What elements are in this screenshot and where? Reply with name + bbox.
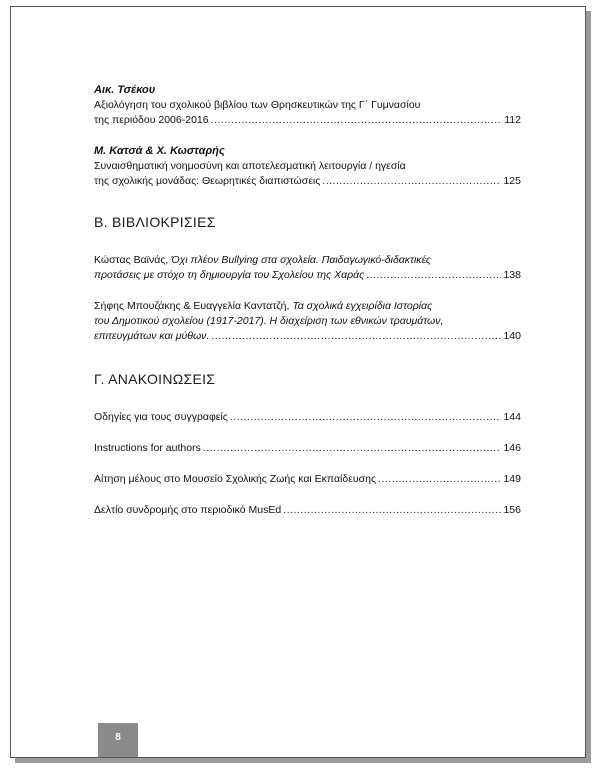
entry-title-line — [94, 410, 521, 425]
entry-title: της περιόδου 2006-2016 — [94, 114, 209, 126]
dot-leader — [366, 268, 501, 283]
dot-leader — [378, 472, 501, 487]
toc-entry — [94, 83, 521, 128]
entry-page-number: 140 — [503, 330, 521, 342]
entry-page-number: 149 — [503, 473, 521, 485]
entry-title-line — [94, 253, 521, 268]
entry-title: Αίτηση μέλους στο Μουσείο Σχολικής Ζωής και Εκπαίδευσης — [94, 473, 377, 485]
dot-leader — [230, 410, 502, 425]
entry-title-line — [94, 329, 521, 344]
document-page — [10, 6, 586, 758]
entry-title: προτάσεις με στόχο τη δημιουργία του Σχολείου της Χαράς — [94, 269, 365, 281]
entry-title-line — [94, 174, 521, 189]
entry-title: Αξιολόγηση του σχολικού βιβλίου των Θρησκευτικών της Γ΄ Γυμνασίου — [94, 99, 421, 111]
entry-title-line — [94, 159, 521, 174]
entry-title: του Δημοτικού σχολείου (1917-2017). Η διαχείριση των εθνικών τραυμάτων, — [94, 315, 444, 327]
entry-title: της σχολικής μονάδας: Θεωρητικές διαπιστώσεις — [94, 175, 321, 187]
entry-title-line — [94, 268, 521, 283]
entry-author: Αικ. Τσέκου — [94, 84, 156, 96]
entry-title-line — [94, 299, 521, 314]
page-number-badge — [98, 723, 138, 757]
section-heading-announcements: Γ. ΑΝΑΚΟΙΝΩΣΕΙΣ — [94, 371, 216, 387]
dot-leader — [283, 503, 501, 518]
entry-title: Τα σχολικά εγχειρίδια Ιστορίας — [292, 300, 433, 312]
entry-title: Instructions for authors — [94, 442, 201, 454]
entry-title: Συναισθηματική νοημοσύνη και αποτελεσματική λειτουργία / ηγεσία — [94, 160, 406, 172]
entry-title-line — [94, 503, 521, 518]
entry-title-line — [94, 98, 521, 113]
entry-title: επιτευγμάτων και μύθων. — [94, 330, 210, 342]
dot-leader — [322, 174, 501, 189]
toc-entry — [94, 144, 521, 189]
toc-entry — [94, 410, 521, 425]
entry-author: Κώστας Βαϊνάς, — [94, 254, 172, 266]
toc-entry — [94, 503, 521, 518]
dot-leader — [211, 329, 501, 344]
entry-page-number: 146 — [503, 442, 521, 454]
section-heading-book-reviews: Β. ΒΙΒΛΙΟΚΡΙΣΙΕΣ — [94, 214, 216, 230]
entry-page-number: 144 — [503, 411, 521, 423]
toc-entry — [94, 253, 521, 283]
toc-entry — [94, 441, 521, 456]
entry-author: Μ. Κατσά & Χ. Κωσταρής — [94, 145, 225, 157]
toc-entry — [94, 299, 521, 344]
entry-author: Σήφης Μπουζάκης & Ευαγγελία Καντατζή, — [94, 300, 293, 312]
entry-title-line — [94, 441, 521, 456]
page-number: 8 — [115, 732, 121, 743]
entry-page-number: 156 — [503, 504, 521, 516]
entry-title: Δελτίο συνδρομής στο περιοδικό MusEd — [94, 504, 282, 516]
entry-page-number: 125 — [503, 175, 521, 187]
toc-entry — [94, 472, 521, 487]
table-of-contents — [94, 83, 521, 534]
dot-leader — [203, 441, 502, 456]
entry-title: Οδηγίες για τους συγγραφείς — [94, 411, 228, 423]
entry-title-line — [94, 472, 521, 487]
entry-title-line — [94, 113, 521, 128]
entry-page-number: 138 — [503, 269, 521, 281]
entry-page-number: 112 — [504, 114, 521, 126]
entry-title: Όχι πλέον Bullying στα σχολεία. Παιδαγωγικό-διδακτικές — [171, 254, 431, 266]
dot-leader — [211, 113, 503, 128]
